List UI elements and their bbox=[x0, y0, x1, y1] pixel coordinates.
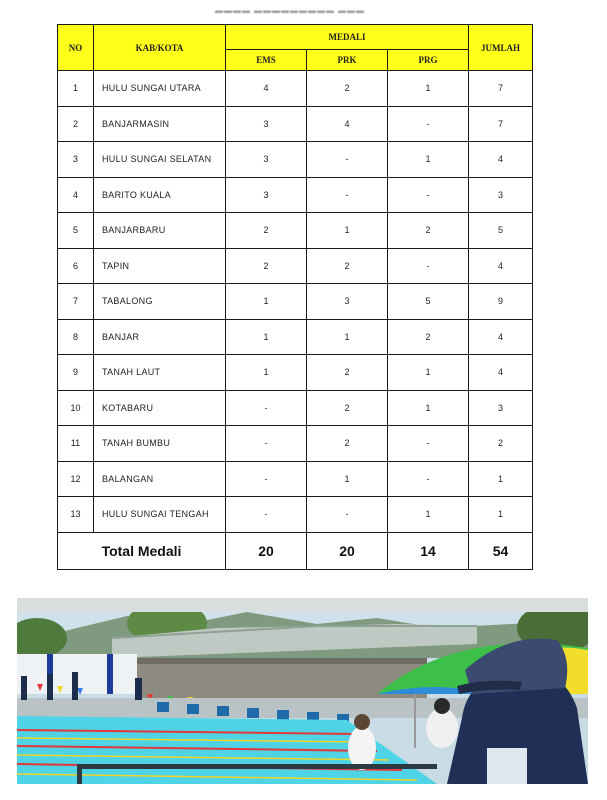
cell-no: 5 bbox=[58, 213, 94, 249]
cell-prg: - bbox=[388, 177, 469, 213]
cell-no: 11 bbox=[58, 426, 94, 462]
table-row bbox=[58, 142, 533, 178]
cell-jumlah: 4 bbox=[469, 142, 533, 178]
cell-kab-kota: TAPIN bbox=[94, 248, 226, 284]
table-row bbox=[58, 426, 533, 462]
cell-kab-kota: BANJAR bbox=[94, 319, 226, 355]
medal-table bbox=[57, 24, 533, 570]
cell-ems: 4 bbox=[226, 71, 307, 107]
cell-jumlah: 3 bbox=[469, 390, 533, 426]
cell-no: 12 bbox=[58, 461, 94, 497]
cell-jumlah: 4 bbox=[469, 248, 533, 284]
header-ems: EMS bbox=[226, 50, 307, 71]
total-ems: 20 bbox=[226, 532, 307, 569]
cell-no: 4 bbox=[58, 177, 94, 213]
cell-no: 9 bbox=[58, 355, 94, 391]
swimming-pool-photo bbox=[17, 598, 588, 784]
cell-prg: - bbox=[388, 426, 469, 462]
header-no: NO bbox=[58, 25, 94, 71]
cell-no: 2 bbox=[58, 106, 94, 142]
total-prg: 14 bbox=[388, 532, 469, 569]
cell-prg: 2 bbox=[388, 213, 469, 249]
pool-scene-illustration bbox=[17, 598, 588, 784]
cell-kab-kota: KOTABARU bbox=[94, 390, 226, 426]
cell-prk: 3 bbox=[307, 284, 388, 320]
cell-jumlah: 7 bbox=[469, 106, 533, 142]
table-row bbox=[58, 355, 533, 391]
cell-kab-kota: TABALONG bbox=[94, 284, 226, 320]
cell-ems: 3 bbox=[226, 142, 307, 178]
cell-kab-kota: BALANGAN bbox=[94, 461, 226, 497]
blurred-top-caption: ▬▬▬▬ ▬▬▬▬▬▬▬▬▬ ▬▬▬ bbox=[215, 6, 365, 15]
cell-kab-kota: BARITO KUALA bbox=[94, 177, 226, 213]
cell-prg: 1 bbox=[388, 390, 469, 426]
cell-jumlah: 2 bbox=[469, 426, 533, 462]
cell-prk: - bbox=[307, 177, 388, 213]
cell-prk: 1 bbox=[307, 319, 388, 355]
header-kab-kota: KAB/KOTA bbox=[94, 25, 226, 71]
cell-prk: 1 bbox=[307, 213, 388, 249]
cell-ems: 1 bbox=[226, 319, 307, 355]
cell-ems: 2 bbox=[226, 248, 307, 284]
cell-kab-kota: BANJARMASIN bbox=[94, 106, 226, 142]
cell-kab-kota: BANJARBARU bbox=[94, 213, 226, 249]
table-row bbox=[58, 461, 533, 497]
cell-ems: 3 bbox=[226, 177, 307, 213]
cell-prg: 1 bbox=[388, 142, 469, 178]
cell-kab-kota: HULU SUNGAI SELATAN bbox=[94, 142, 226, 178]
cell-prg: 1 bbox=[388, 355, 469, 391]
table-row bbox=[58, 213, 533, 249]
header-jumlah: JUMLAH bbox=[469, 25, 533, 71]
table-row bbox=[58, 284, 533, 320]
table-row bbox=[58, 319, 533, 355]
cell-prg: 2 bbox=[388, 319, 469, 355]
cell-ems: - bbox=[226, 497, 307, 533]
cell-prk: 2 bbox=[307, 248, 388, 284]
cell-prg: - bbox=[388, 106, 469, 142]
cell-prk: 2 bbox=[307, 426, 388, 462]
table-row bbox=[58, 106, 533, 142]
cell-prk: 2 bbox=[307, 355, 388, 391]
cell-prk: 2 bbox=[307, 390, 388, 426]
table-row bbox=[58, 497, 533, 533]
cell-ems: 1 bbox=[226, 355, 307, 391]
cell-jumlah: 7 bbox=[469, 71, 533, 107]
cell-prg: - bbox=[388, 248, 469, 284]
cell-ems: 3 bbox=[226, 106, 307, 142]
cell-prk: - bbox=[307, 142, 388, 178]
table-row bbox=[58, 71, 533, 107]
cell-kab-kota: HULU SUNGAI UTARA bbox=[94, 71, 226, 107]
cell-no: 1 bbox=[58, 71, 94, 107]
cell-no: 7 bbox=[58, 284, 94, 320]
cell-no: 13 bbox=[58, 497, 94, 533]
total-label: Total Medali bbox=[58, 532, 226, 569]
total-jumlah: 54 bbox=[469, 532, 533, 569]
cell-no: 10 bbox=[58, 390, 94, 426]
cell-ems: 1 bbox=[226, 284, 307, 320]
cell-no: 8 bbox=[58, 319, 94, 355]
cell-prg: - bbox=[388, 461, 469, 497]
table-row bbox=[58, 177, 533, 213]
cell-jumlah: 1 bbox=[469, 497, 533, 533]
header-medali: MEDALI bbox=[226, 25, 469, 50]
cell-jumlah: 5 bbox=[469, 213, 533, 249]
table-row bbox=[58, 390, 533, 426]
header-prg: PRG bbox=[388, 50, 469, 71]
header-prk: PRK bbox=[307, 50, 388, 71]
cell-prg: 1 bbox=[388, 497, 469, 533]
cell-kab-kota: HULU SUNGAI TENGAH bbox=[94, 497, 226, 533]
cell-prk: 4 bbox=[307, 106, 388, 142]
cell-kab-kota: TANAH BUMBU bbox=[94, 426, 226, 462]
cell-prg: 5 bbox=[388, 284, 469, 320]
table-row bbox=[58, 248, 533, 284]
cell-jumlah: 4 bbox=[469, 355, 533, 391]
cell-jumlah: 9 bbox=[469, 284, 533, 320]
cell-ems: - bbox=[226, 461, 307, 497]
cell-kab-kota: TANAH LAUT bbox=[94, 355, 226, 391]
cell-prk: 2 bbox=[307, 71, 388, 107]
cell-prg: 1 bbox=[388, 71, 469, 107]
cell-prk: 1 bbox=[307, 461, 388, 497]
cell-ems: - bbox=[226, 390, 307, 426]
cell-jumlah: 4 bbox=[469, 319, 533, 355]
cell-no: 6 bbox=[58, 248, 94, 284]
cell-jumlah: 1 bbox=[469, 461, 533, 497]
cell-ems: 2 bbox=[226, 213, 307, 249]
total-row bbox=[58, 532, 533, 569]
cell-no: 3 bbox=[58, 142, 94, 178]
cell-ems: - bbox=[226, 426, 307, 462]
total-prk: 20 bbox=[307, 532, 388, 569]
cell-prk: - bbox=[307, 497, 388, 533]
cell-jumlah: 3 bbox=[469, 177, 533, 213]
